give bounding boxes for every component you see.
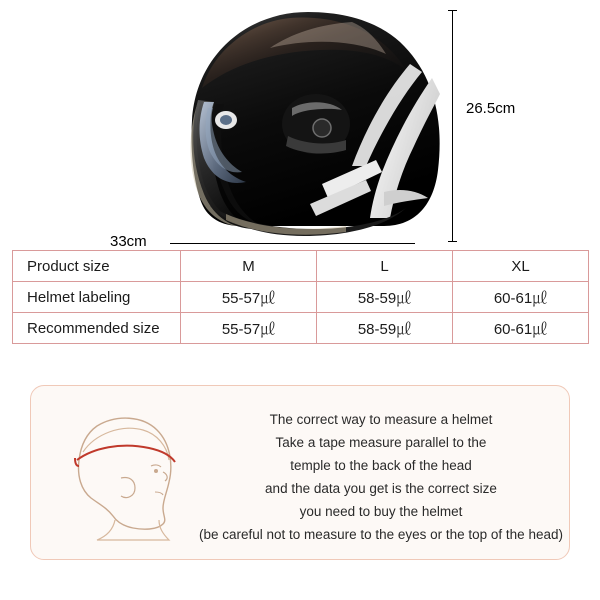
table-cell: 55-57㎕ bbox=[181, 313, 317, 344]
height-dimension-label: 26.5cm bbox=[466, 100, 516, 117]
row-header: Product size bbox=[13, 251, 181, 282]
instruction-line: temple to the back of the head bbox=[290, 458, 472, 473]
table-cell: 60-61㎕ bbox=[453, 282, 589, 313]
table-row bbox=[13, 251, 589, 282]
visor-slider-center bbox=[220, 115, 232, 125]
head-outline bbox=[79, 418, 171, 529]
table-row bbox=[13, 313, 589, 344]
table-cell: 60-61㎕ bbox=[453, 313, 589, 344]
width-dimension-line bbox=[170, 243, 415, 244]
tape-measure-line bbox=[77, 446, 175, 462]
hairline bbox=[83, 428, 169, 460]
mouth-detail bbox=[155, 492, 163, 495]
head-measure-diagram bbox=[59, 408, 199, 543]
instruction-line: and the data you get is the correct size bbox=[265, 481, 497, 496]
instruction-line: The correct way to measure a helmet bbox=[269, 412, 493, 427]
table-cell: 55-57㎕ bbox=[181, 282, 317, 313]
ear-detail bbox=[121, 477, 135, 497]
instruction-line: Take a tape measure parallel to the bbox=[275, 435, 487, 450]
width-dimension-label: 33cm bbox=[110, 233, 147, 250]
row-header: Recommended size bbox=[13, 313, 181, 344]
visor-pivot-screw bbox=[313, 119, 331, 137]
size-table bbox=[12, 250, 589, 344]
helmet-illustration-area bbox=[0, 0, 600, 250]
head-profile-graphic bbox=[59, 408, 199, 543]
eyebrow-detail bbox=[151, 465, 161, 467]
measure-instructions-panel bbox=[30, 385, 570, 560]
row-header: Helmet labeling bbox=[13, 282, 181, 313]
table-cell: L bbox=[317, 251, 453, 282]
eye-detail bbox=[154, 469, 158, 473]
height-dimension-line bbox=[452, 10, 453, 242]
instruction-text-block bbox=[199, 408, 563, 546]
nose-detail bbox=[163, 472, 167, 481]
helmet-image bbox=[170, 8, 450, 238]
instruction-line: you need to buy the helmet bbox=[299, 504, 463, 519]
table-cell: 58-59㎕ bbox=[317, 282, 453, 313]
neck-shoulders bbox=[97, 520, 169, 540]
size-table-zone bbox=[0, 250, 600, 344]
table-row bbox=[13, 282, 589, 313]
instruction-line: (be careful not to measure to the eyes or the top of the head) bbox=[199, 527, 563, 542]
helmet-graphic bbox=[170, 8, 450, 238]
table-cell: XL bbox=[453, 251, 589, 282]
table-cell: 58-59㎕ bbox=[317, 313, 453, 344]
table-cell: M bbox=[181, 251, 317, 282]
